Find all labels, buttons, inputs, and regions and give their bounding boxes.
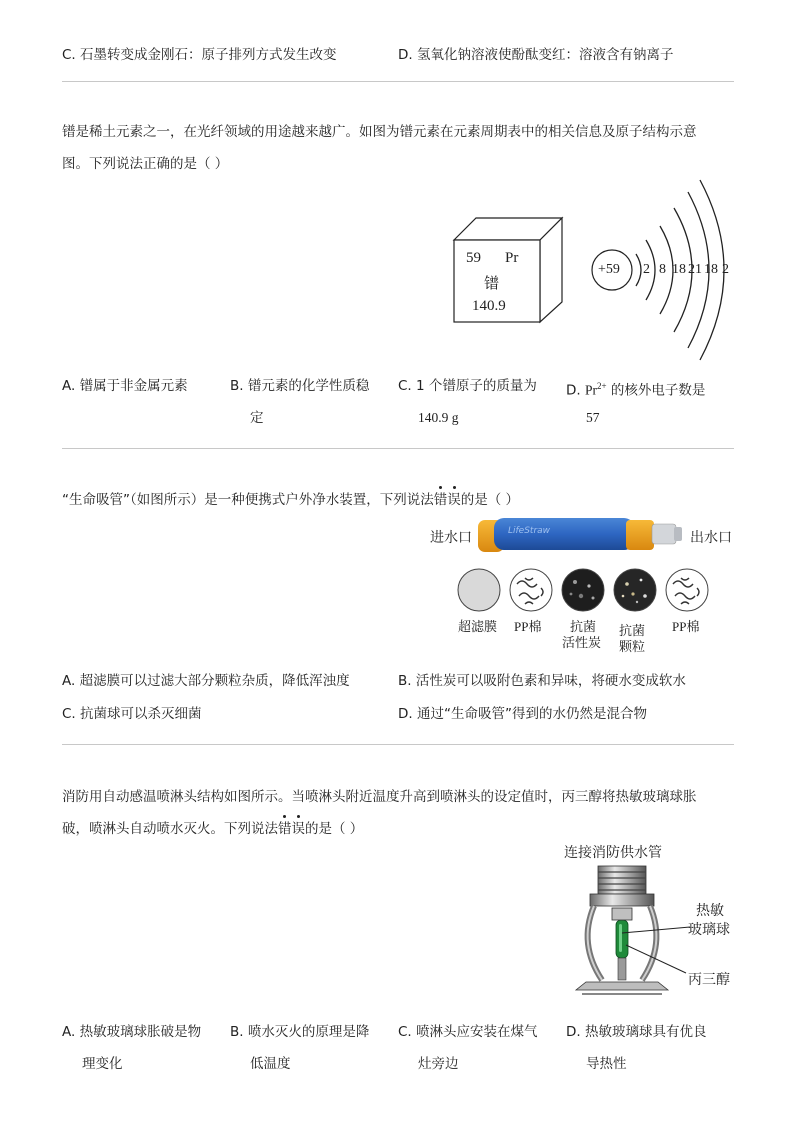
shell-2-electrons: 8 (659, 262, 666, 277)
straw-brand-text: LifeStraw (508, 526, 551, 536)
q1-option-d-prefix: D. (566, 382, 585, 399)
q1-stem-line1: 镨是稀土元素之一，在光纤领域的用途越来越广。如图为镨元素在元素周期表中的相关信息及原子结构示意 (62, 124, 697, 140)
sprinkler-label-glycerol: 丙三醇 (688, 973, 730, 988)
q3-option-a[interactable]: A. 热敏玻璃球胀破是物 (62, 1024, 202, 1040)
layer-label-antibacterial: 抗菌 (570, 619, 597, 634)
prev-option-c[interactable]: C. 石墨转变成金刚石：原子排列方式发生改变 (62, 47, 337, 63)
q1-option-c[interactable]: C. 1 个镨原子的质量为 (398, 378, 537, 394)
shell-6-electrons: 2 (722, 262, 729, 277)
q2-stem-emph: 错误 (434, 492, 461, 508)
layer-label-pp-cotton-2: PP棉 (672, 619, 700, 634)
layer-label-activated-carbon: 活性炭 (562, 635, 602, 650)
divider (62, 448, 734, 449)
element-name: 镨 (484, 276, 500, 292)
q3-option-d[interactable]: D. 热敏玻璃球具有优良 (566, 1024, 707, 1040)
q2-stem-b: 的是（ ） (460, 492, 520, 508)
divider (62, 744, 734, 745)
outlet-label: 出水口 (690, 531, 732, 546)
q1-option-d-charge: 2+ (597, 381, 607, 391)
layer-label-ultrafiltration: 超滤膜 (458, 619, 498, 634)
element-symbol: Pr (505, 250, 519, 266)
pp-cotton-icon (666, 569, 708, 611)
element-cell-cube (450, 212, 566, 324)
q3-option-d-cont[interactable]: 导热性 (586, 1056, 627, 1072)
sprinkler-label-bulb-1: 热敏 (696, 904, 724, 919)
q1-option-d[interactable] (566, 376, 705, 401)
nucleus-charge: +59 (598, 262, 620, 277)
q1-option-d-rest: 的核外电子数是 (606, 382, 706, 399)
q3-option-c[interactable]: C. 喷淋头应安装在煤气 (398, 1024, 538, 1040)
layer-label-pp-cotton: PP棉 (514, 619, 542, 634)
q3-stem-a: 破，喷淋头自动喷水灭火。下列说法 (62, 821, 278, 837)
divider (62, 81, 734, 82)
layer-label-antibacterial-2: 抗菌 (619, 623, 646, 638)
shell-4-electrons: 21 (688, 262, 702, 277)
prev-option-d[interactable]: D. 氢氧化钠溶液使酚酞变红：溶液含有钠离子 (398, 47, 674, 63)
q3-stem-emph: 错误 (278, 821, 305, 837)
q2-option-b[interactable]: B. 活性炭可以吸附色素和异味，将硬水变成软水 (398, 673, 686, 689)
q2-option-c[interactable]: C. 抗菌球可以杀灭细菌 (62, 706, 202, 722)
element-atomic-mass: 140.9 (472, 298, 506, 314)
q1-option-d-cont[interactable]: 57 (586, 410, 600, 425)
q2-option-a[interactable]: A. 超滤膜可以过滤大部分颗粒杂质，降低浑浊度 (62, 673, 350, 689)
sprinkler-label-pipe: 连接消防供水管 (564, 846, 662, 861)
antibacterial-granule-icon (614, 569, 656, 611)
shell-5-electrons: 18 (704, 262, 718, 277)
q1-option-d-ion: Pr (584, 382, 597, 398)
q2-stem-a: “生命吸管”（如图所示）是一种便携式户外净水装置，下列说法 (62, 492, 434, 508)
q3-stem-line2 (62, 819, 363, 839)
q1-option-a[interactable]: A. 镨属于非金属元素 (62, 378, 188, 394)
inlet-label: 进水口 (430, 531, 472, 546)
shell-1-electrons: 2 (643, 262, 650, 277)
q3-option-a-cont[interactable]: 理变化 (82, 1056, 123, 1072)
sprinkler-label-bulb-2: 玻璃球 (688, 923, 730, 938)
q3-option-c-cont[interactable]: 灶旁边 (418, 1056, 459, 1072)
q3-option-b[interactable]: B. 喷水灭火的原理是降 (230, 1024, 370, 1040)
q2-option-d[interactable]: D. 通过“生命吸管”得到的水仍然是混合物 (398, 706, 647, 722)
shell-3-electrons: 18 (672, 262, 686, 277)
element-atomic-number: 59 (466, 250, 481, 266)
q1-option-b-cont[interactable]: 定 (250, 410, 264, 426)
q2-stem (62, 490, 519, 510)
antibacterial-carbon-icon (562, 569, 604, 611)
q3-option-b-cont[interactable]: 低温度 (250, 1056, 291, 1072)
q3-stem-b: 的是（ ） (305, 821, 364, 837)
q3-stem-line1: 消防用自动感温喷淋头结构如图所示。当喷淋头附近温度升高到喷淋头的设定值时，丙三醇将热敏玻璃球胀 (62, 789, 697, 805)
q1-option-c-cont[interactable]: 140.9 g (418, 410, 459, 425)
q1-option-b[interactable]: B. 镨元素的化学性质稳 (230, 378, 370, 394)
pp-cotton-icon (510, 569, 552, 611)
filter-layers (455, 566, 711, 614)
layer-label-granule: 颗粒 (619, 639, 646, 654)
q1-stem-line2: 图。下列说法正确的是（ ） (62, 156, 229, 172)
